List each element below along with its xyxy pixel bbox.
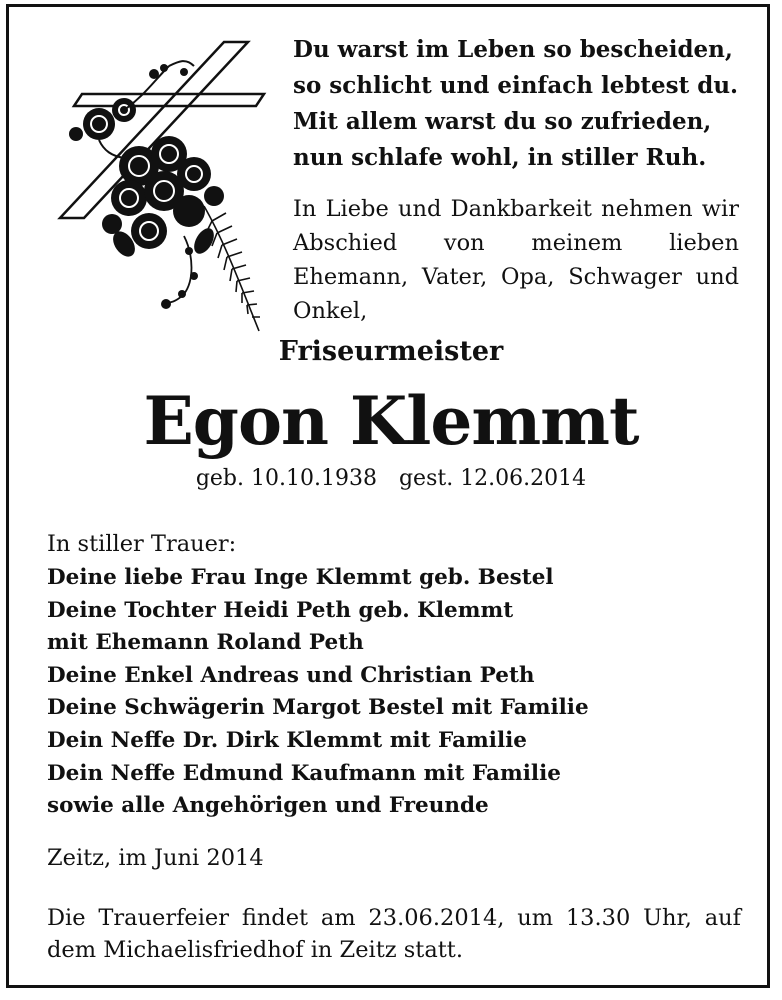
mourner-line: Deine liebe Frau Inge Klemmt geb. Bestel bbox=[47, 565, 554, 590]
farewell-intro: In Liebe und Dankbarkeit nehmen wir Abschied von meinem lieben Ehemann, Vater, Opa, Schwager und Onkel, bbox=[293, 196, 739, 324]
poem-line: so schlicht und einfach lebtest du. bbox=[293, 72, 739, 99]
deceased-name: Egon Klemmt bbox=[143, 382, 639, 460]
place-and-date: Zeitz, im Juni 2014 bbox=[47, 845, 264, 871]
memorial-poem bbox=[293, 32, 743, 176]
poem-line: Mit allem warst du so zufrieden, bbox=[293, 108, 712, 135]
funeral-service-info: Die Trauerfeier findet am 23.06.2014, um 13.30 Uhr, auf dem Michaelisfriedhof in Zeitz statt. bbox=[47, 905, 741, 963]
mourner-line: Dein Neffe Edmund Kaufmann mit Familie bbox=[47, 760, 561, 786]
mourner-line: sowie alle Angehörigen und Freunde bbox=[47, 793, 489, 819]
cross-with-roses-icon bbox=[54, 36, 274, 336]
mourners-list bbox=[47, 562, 589, 823]
poem-line: nun schlafe wohl, in stiller Ruh. bbox=[293, 144, 707, 171]
deceased-profession: Friseurmeister bbox=[278, 336, 504, 367]
death-date: gest. 12.06.2014 bbox=[398, 466, 587, 491]
mourner-line: Deine Schwägerin Margot Bestel mit Familie bbox=[47, 695, 589, 721]
mourner-line: Deine Enkel Andreas und Christian Peth bbox=[47, 662, 535, 688]
mourner-line: Deine Tochter Heidi Peth geb. Klemmt bbox=[47, 597, 514, 623]
life-dates bbox=[0, 466, 782, 491]
mourner-line: Dein Neffe Dr. Dirk Klemmt mit Familie bbox=[47, 727, 527, 753]
poem-line: Du warst im Leben so bescheiden, bbox=[293, 36, 733, 63]
mourner-line: mit Ehemann Roland Peth bbox=[47, 630, 364, 656]
mourners-heading: In stiller Trauer: bbox=[47, 531, 237, 557]
birth-date: geb. 10.10.1938 bbox=[195, 466, 377, 491]
